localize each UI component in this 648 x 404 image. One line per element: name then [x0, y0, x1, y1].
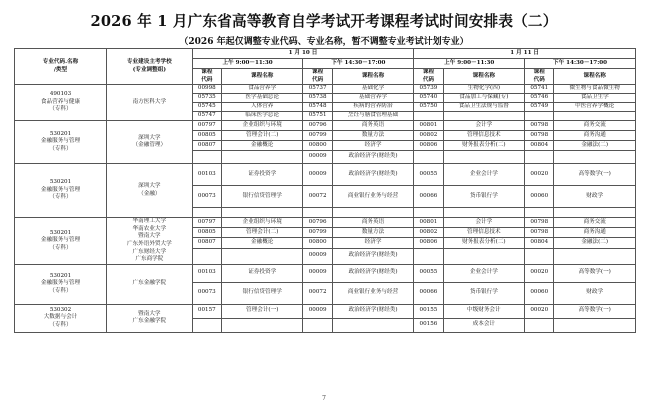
course-code-cell: 05750 — [414, 103, 443, 112]
course-name-cell: 企业组织与环境 — [221, 218, 303, 228]
school-line: 广东外语外贸大学 — [126, 240, 172, 247]
header-name: 课程名称 — [443, 69, 525, 85]
course-name-cell: 货币银行学 — [443, 282, 525, 304]
course-code-cell: 05748 — [303, 103, 332, 112]
major-line: 530201 — [49, 229, 72, 236]
course-code-cell: 00802 — [414, 131, 443, 141]
course-name-cell: 食品卫生法规与监督 — [443, 103, 525, 112]
course-code-cell: 00805 — [192, 228, 221, 238]
course-code-cell: 05739 — [414, 85, 443, 94]
major-line: （专科） — [49, 106, 72, 113]
course-name-cell: 财务报表分析(二) — [443, 238, 525, 248]
course-code-cell: 00060 — [525, 186, 554, 208]
course-name-cell: 食品营养学 — [221, 85, 303, 94]
course-code-cell: 00807 — [192, 141, 221, 151]
course-code-cell: 00157 — [192, 304, 221, 318]
course-code-cell: 00799 — [303, 131, 332, 141]
course-name-cell: 商务英语 — [332, 218, 414, 228]
course-name-cell — [221, 151, 303, 164]
course-name-cell — [443, 248, 525, 264]
course-code-cell: 00103 — [192, 164, 221, 186]
course-code-cell: 00804 — [525, 141, 554, 151]
school-cell — [106, 85, 192, 121]
major-cell — [15, 304, 107, 332]
course-name-cell: 数量方法 — [332, 228, 414, 238]
course-code-cell: 00805 — [192, 131, 221, 141]
table-row — [15, 264, 636, 282]
course-name-cell — [554, 112, 636, 121]
school-line: 广东财经大学 — [132, 248, 167, 255]
header-code: 课程 代码 — [525, 69, 554, 85]
course-name-cell — [554, 318, 636, 332]
course-code-cell — [525, 208, 554, 218]
school-line: 南方医科大学 — [132, 98, 167, 105]
course-code-cell: 00797 — [192, 121, 221, 131]
school-cell — [106, 121, 192, 164]
school-line: 广东金融学院 — [132, 280, 167, 287]
course-name-cell: 商务英语 — [332, 121, 414, 131]
course-name-cell — [221, 318, 303, 332]
course-name-cell: 政治经济学(财经类) — [332, 264, 414, 282]
major-cell — [15, 85, 107, 121]
table-row — [15, 164, 636, 186]
school-line: 广东金融学院 — [132, 318, 167, 325]
course-code-cell: 00800 — [303, 141, 332, 151]
course-name-cell: 商务沟通 — [554, 131, 636, 141]
course-code-cell — [192, 208, 221, 218]
course-name-cell — [554, 208, 636, 218]
course-name-cell: 经济学 — [332, 238, 414, 248]
course-name-cell: 管理信息技术 — [443, 228, 525, 238]
course-code-cell: 00072 — [303, 186, 332, 208]
course-name-cell: 财政学 — [554, 282, 636, 304]
course-code-cell: 00155 — [414, 304, 443, 318]
header-code: 课程 代码 — [303, 69, 332, 85]
course-code-cell: 00020 — [525, 304, 554, 318]
course-name-cell — [443, 208, 525, 218]
course-code-cell — [192, 318, 221, 332]
course-code-cell: 00796 — [303, 218, 332, 228]
course-code-cell: 00055 — [414, 164, 443, 186]
major-line: 金融服务与管理 — [40, 186, 81, 193]
course-code-cell — [192, 248, 221, 264]
course-code-cell: 00066 — [414, 186, 443, 208]
course-name-cell: 货币银行学 — [443, 186, 525, 208]
header-name: 课程名称 — [221, 69, 303, 85]
course-code-cell: 00055 — [414, 264, 443, 282]
course-name-cell: 烹饪与膳食管理基础 — [332, 112, 414, 121]
major-cell — [15, 218, 107, 265]
course-name-cell: 临床医学总论 — [221, 112, 303, 121]
major-line: 金融服务与管理 — [40, 237, 81, 244]
course-name-cell: 财务报表分析(二) — [443, 141, 525, 151]
course-name-cell: 政治经济学(财经类) — [332, 304, 414, 318]
course-name-cell — [554, 151, 636, 164]
course-name-cell — [332, 318, 414, 332]
table-header — [15, 49, 636, 85]
major-line: 金融服务与管理 — [40, 280, 81, 287]
course-name-cell: 管理会计(一) — [221, 304, 303, 318]
course-name-cell: 高等数学(一) — [554, 264, 636, 282]
major-line: （专科） — [49, 288, 72, 295]
course-code-cell: 00009 — [303, 264, 332, 282]
page-number: 7 — [322, 395, 326, 402]
course-name-cell: 成本会计 — [443, 318, 525, 332]
major-line: 食品营养与健康 — [40, 98, 81, 105]
course-name-cell: 银行信贷管理学 — [221, 282, 303, 304]
course-code-cell: 05735 — [192, 94, 221, 103]
course-name-cell: 食品卫生学 — [554, 94, 636, 103]
course-name-cell: 微生物与食品微生物 — [554, 85, 636, 94]
course-code-cell: 00799 — [303, 228, 332, 238]
course-code-cell: 00009 — [303, 304, 332, 318]
course-code-cell — [525, 248, 554, 264]
school-line: 暨南大学 — [138, 233, 161, 240]
course-code-cell: 00020 — [525, 264, 554, 282]
course-code-cell — [525, 112, 554, 121]
major-line: 大数据与会计 — [43, 314, 78, 321]
header-day2-pm: 下午 14:30－17:00 — [525, 59, 636, 69]
course-name-cell: 银行信贷管理学 — [221, 186, 303, 208]
course-code-cell: 00066 — [414, 282, 443, 304]
course-code-cell: 00103 — [192, 264, 221, 282]
major-line: 530302 — [49, 306, 72, 313]
header-major: 专业代码.名称 /类型 — [15, 49, 107, 85]
course-code-cell: 05738 — [303, 94, 332, 103]
major-line: （专科） — [49, 194, 72, 201]
course-code-cell: 00804 — [525, 238, 554, 248]
page-title: 2026 年 1 月广东省高等教育自学考试开考课程考试时间安排表（二） — [90, 13, 558, 30]
course-name-cell: 人体营养 — [221, 103, 303, 112]
major-line: 金融服务与管理 — [40, 138, 81, 145]
header-day-2: 1 月 11 日 — [414, 49, 636, 59]
table-row — [15, 85, 636, 94]
course-code-cell — [192, 151, 221, 164]
course-name-cell: 疾病的营养防治 — [332, 103, 414, 112]
course-code-cell — [414, 208, 443, 218]
exam-schedule-table — [14, 48, 636, 333]
course-name-cell: 中级财务会计 — [443, 304, 525, 318]
course-code-cell: 00073 — [192, 282, 221, 304]
header-name: 课程名称 — [554, 69, 636, 85]
course-code-cell — [303, 208, 332, 218]
course-code-cell: 00072 — [303, 282, 332, 304]
course-code-cell: 00798 — [525, 228, 554, 238]
major-cell — [15, 264, 107, 304]
course-code-cell: 05747 — [192, 112, 221, 121]
course-name-cell: 管理会计(二) — [221, 131, 303, 141]
course-name-cell: 会计学 — [443, 218, 525, 228]
course-code-cell: 00156 — [414, 318, 443, 332]
course-name-cell — [443, 151, 525, 164]
course-name-cell: 医学基础总论 — [221, 94, 303, 103]
school-cell — [106, 264, 192, 304]
course-name-cell: 高等数学(一) — [554, 164, 636, 186]
header-day1-am: 上午 9:00－11:30 — [192, 59, 303, 69]
course-name-cell: 金融概论 — [221, 238, 303, 248]
course-name-cell: 会计学 — [443, 121, 525, 131]
course-name-cell: 商务交流 — [554, 121, 636, 131]
course-code-cell: 00073 — [192, 186, 221, 208]
school-line: 深圳大学 — [138, 134, 161, 141]
course-code-cell: 05745 — [192, 103, 221, 112]
course-name-cell: 中医营养学概论 — [554, 103, 636, 112]
course-code-cell: 00806 — [414, 141, 443, 151]
major-line: 530201 — [49, 130, 72, 137]
course-code-cell: 00801 — [414, 121, 443, 131]
school-line: 华南农业大学 — [132, 225, 167, 232]
course-name-cell: 商业银行业务与经营 — [332, 282, 414, 304]
school-line: 广东商学院 — [135, 256, 164, 263]
major-line: （专科） — [49, 145, 72, 152]
course-code-cell: 00800 — [303, 238, 332, 248]
course-name-cell: 商务沟通 — [554, 228, 636, 238]
course-code-cell: 00009 — [303, 151, 332, 164]
course-name-cell: 企业会计学 — [443, 164, 525, 186]
course-code-cell — [414, 112, 443, 121]
table-row — [15, 218, 636, 228]
course-code-cell: 00797 — [192, 218, 221, 228]
course-name-cell: 金融法(二) — [554, 238, 636, 248]
course-name-cell: 管理会计(二) — [221, 228, 303, 238]
course-name-cell: 企业组织与环境 — [221, 121, 303, 131]
major-cell — [15, 121, 107, 164]
course-code-cell: 00009 — [303, 248, 332, 264]
major-line: 530201 — [49, 179, 72, 186]
course-code-cell: 05740 — [414, 94, 443, 103]
page-subtitle: （2026 年起仅调整专业代码、专业名称，暂不调整专业考试计划专业） — [179, 37, 469, 47]
course-name-cell: 商业银行业务与经营 — [332, 186, 414, 208]
course-code-cell: 00060 — [525, 282, 554, 304]
school-line: （金融） — [138, 190, 161, 197]
header-code: 课程 代码 — [414, 69, 443, 85]
course-name-cell: 高等数学(一) — [554, 304, 636, 318]
course-name-cell: 政治经济学(财经类) — [332, 151, 414, 164]
course-code-cell — [414, 151, 443, 164]
header-day-1: 1 月 10 日 — [192, 49, 414, 59]
course-name-cell: 经济学 — [332, 141, 414, 151]
course-name-cell: 政治经济学(财经类) — [332, 164, 414, 186]
course-name-cell: 金融概论 — [221, 141, 303, 151]
table-row — [15, 121, 636, 131]
course-code-cell: 00806 — [414, 238, 443, 248]
school-line: 暨南大学 — [138, 310, 161, 317]
course-code-cell: 00796 — [303, 121, 332, 131]
course-code-cell — [525, 318, 554, 332]
course-name-cell: 金融法(二) — [554, 141, 636, 151]
course-code-cell: 00998 — [192, 85, 221, 94]
course-name-cell: 数量方法 — [332, 131, 414, 141]
course-code-cell: 00807 — [192, 238, 221, 248]
course-name-cell — [554, 248, 636, 264]
course-code-cell — [303, 318, 332, 332]
header-name: 课程名称 — [332, 69, 414, 85]
course-name-cell: 财政学 — [554, 186, 636, 208]
course-code-cell: 00020 — [525, 164, 554, 186]
school-line: （金融管理） — [132, 142, 167, 149]
course-code-cell: 05737 — [303, 85, 332, 94]
school-cell — [106, 304, 192, 332]
course-code-cell: 00802 — [414, 228, 443, 238]
course-code-cell: 05751 — [303, 112, 332, 121]
course-name-cell: 企业会计学 — [443, 264, 525, 282]
course-name-cell — [332, 208, 414, 218]
course-code-cell — [525, 151, 554, 164]
course-code-cell: 00009 — [303, 164, 332, 186]
school-cell — [106, 218, 192, 265]
header-school: 专业建设主考学校 (专业调整组) — [106, 49, 192, 85]
school-line: 深圳大学 — [138, 183, 161, 190]
course-name-cell: 证券投资学 — [221, 264, 303, 282]
school-cell — [106, 164, 192, 218]
course-code-cell: 00801 — [414, 218, 443, 228]
course-name-cell — [221, 248, 303, 264]
course-code-cell: 05741 — [525, 85, 554, 94]
course-code-cell: 05749 — [525, 103, 554, 112]
major-line: （专科） — [49, 244, 72, 251]
course-name-cell: 基础化学 — [332, 85, 414, 94]
major-cell — [15, 164, 107, 218]
table-row — [15, 304, 636, 318]
course-name-cell: 政治经济学(财经类) — [332, 248, 414, 264]
course-code-cell: 00798 — [525, 131, 554, 141]
major-line: （专科） — [49, 322, 72, 329]
major-line: 530201 — [49, 272, 72, 279]
course-name-cell — [443, 112, 525, 121]
header-day2-am: 上午 9:00－11:30 — [414, 59, 525, 69]
course-name-cell: 商务交流 — [554, 218, 636, 228]
header-code: 课程 代码 — [192, 69, 221, 85]
course-name-cell: 证券投资学 — [221, 164, 303, 186]
course-code-cell: 00798 — [525, 121, 554, 131]
course-name-cell: 食品加工与保藏(专) — [443, 94, 525, 103]
major-line: 490103 — [49, 91, 72, 98]
course-name-cell: 生物化学(四) — [443, 85, 525, 94]
school-line: 华南理工大学 — [132, 218, 167, 225]
course-name-cell: 基础营养学 — [332, 94, 414, 103]
header-day1-pm: 下午 14:30－17:00 — [303, 59, 414, 69]
course-name-cell: 管理信息技术 — [443, 131, 525, 141]
table-body — [15, 85, 636, 333]
course-code-cell: 05746 — [525, 94, 554, 103]
course-code-cell: 00798 — [525, 218, 554, 228]
course-name-cell — [221, 208, 303, 218]
course-code-cell — [414, 248, 443, 264]
